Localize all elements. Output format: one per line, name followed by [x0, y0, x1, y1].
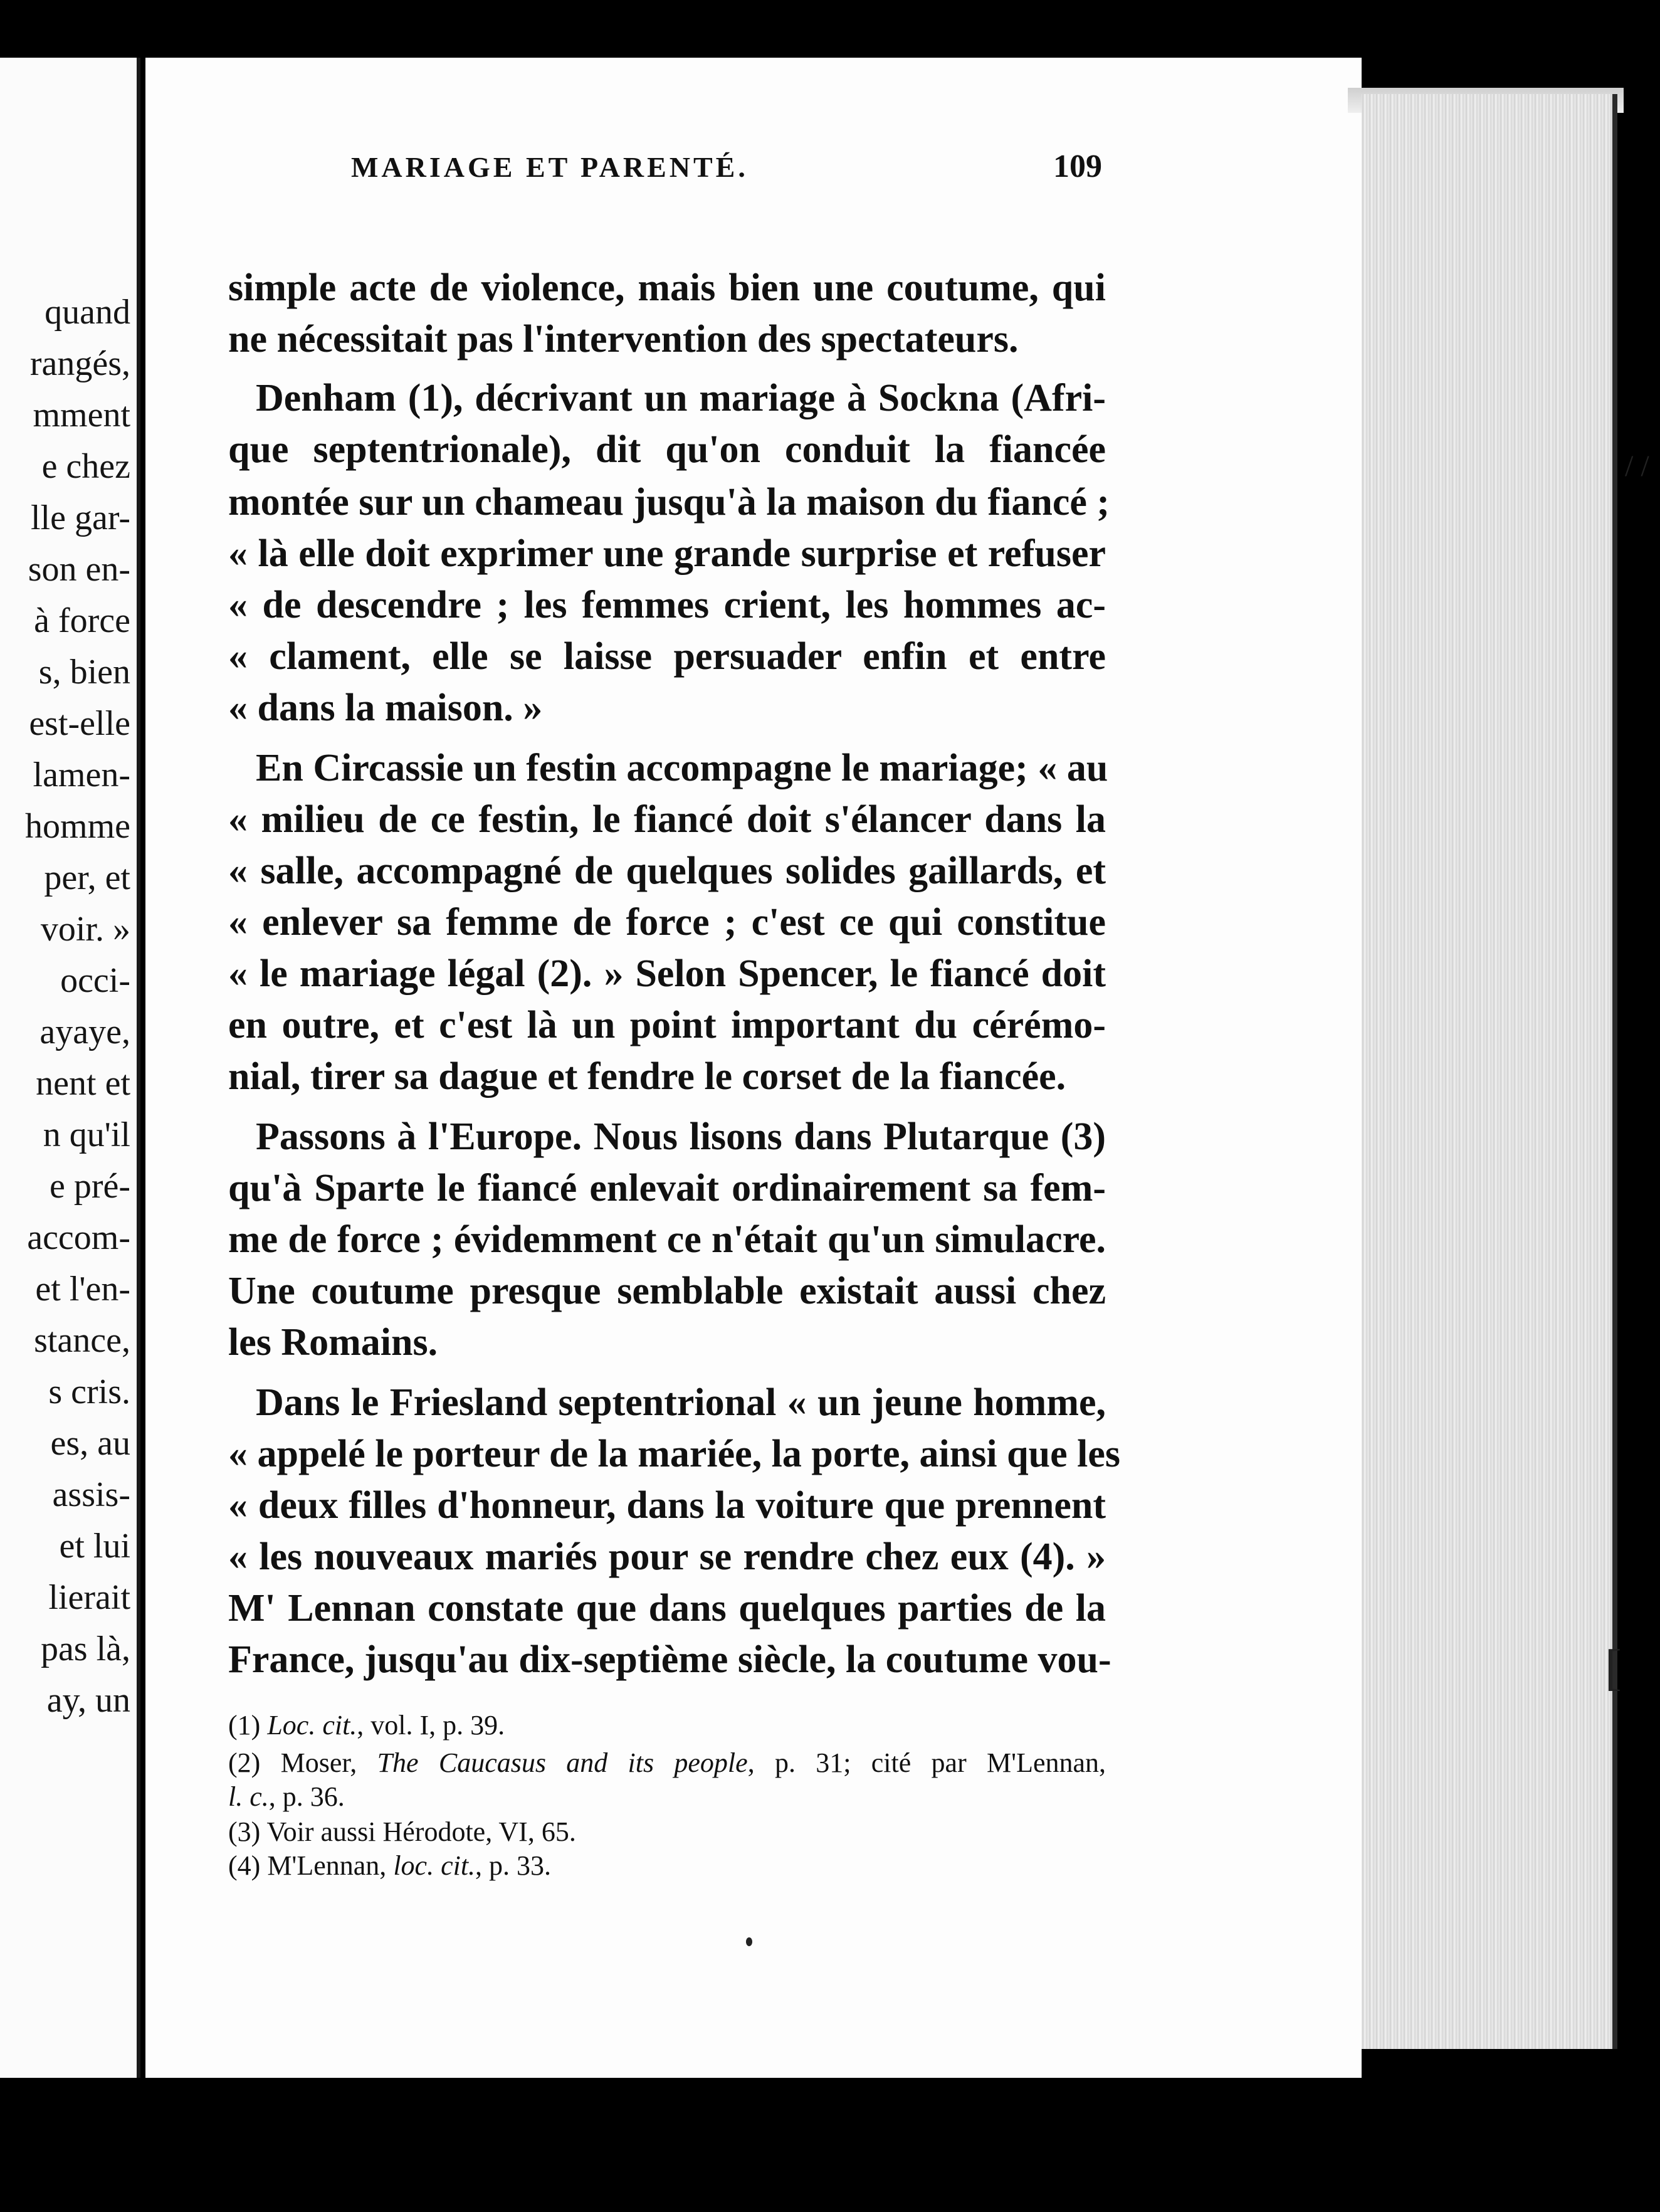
- text-line: Une coutume presque semblable existait aussi chez: [228, 1270, 1106, 1312]
- footnote-number: (2): [228, 1747, 261, 1778]
- previous-page-line: à force: [34, 601, 130, 640]
- text-line: montée sur un chameau jusqu'à la maison du fiancé ;: [228, 481, 1110, 524]
- text-line: « les nouveaux mariés pour se rendre chez eux (4). »: [228, 1535, 1106, 1578]
- previous-page-line: e pré-: [49, 1167, 130, 1206]
- previous-page-line: assis-: [52, 1475, 130, 1514]
- text-line: Dans le Friesland septentrional « un jeune homme,: [256, 1381, 1106, 1424]
- previous-page-line: ayaye,: [39, 1013, 130, 1051]
- previous-page-line: per, et: [44, 858, 130, 897]
- footnote-text: , p. 31; cité par M'Lennan,: [747, 1747, 1106, 1778]
- previous-page-line: ay, un: [46, 1681, 130, 1720]
- previous-page-line: pas là,: [40, 1630, 130, 1668]
- text-line: les Romains.: [228, 1321, 438, 1364]
- text-line: France, jusqu'au dix-septième siècle, la coutume vou-: [228, 1638, 1111, 1681]
- previous-page-line: et l'en-: [35, 1270, 130, 1309]
- footnote-2-continued: [228, 1783, 1106, 1811]
- ink-speck: [746, 1937, 752, 1946]
- text-line: M' Lennan constate que dans quelques parties de la: [228, 1587, 1106, 1630]
- previous-page-line: stance,: [34, 1321, 130, 1360]
- previous-page-line: voir. »: [40, 910, 130, 949]
- running-head: MARIAGE ET PARENTÉ.: [351, 151, 749, 183]
- text-line: me de force ; évidemment ce n'était qu'un simulacre.: [228, 1218, 1106, 1261]
- text-line: « salle, accompagné de quelques solides gaillards, et: [228, 850, 1106, 892]
- footnote-4: [228, 1852, 1106, 1880]
- page-number: 109: [1053, 149, 1102, 184]
- previous-page-line: mment: [33, 396, 130, 434]
- text-line: Denham (1), décrivant un mariage à Sockna (Afri-: [256, 377, 1106, 419]
- previous-page-line: lamen-: [33, 756, 130, 794]
- previous-page-line: occi-: [60, 961, 130, 1000]
- text-line: que septentrionale), dit qu'on conduit la fiancée: [228, 428, 1106, 471]
- previous-page-line: homme: [25, 807, 130, 846]
- previous-page-line: nent et: [36, 1064, 130, 1103]
- footnote-1: [228, 1712, 1106, 1739]
- footnote-italic: The Caucasus and its people: [377, 1747, 748, 1778]
- page-stack-edges: [1362, 94, 1617, 2049]
- text-line: nial, tirer sa dague et fendre le corset de la fiancée.: [228, 1055, 1066, 1098]
- footnote-italic: l. c.: [228, 1781, 269, 1812]
- text-line: « enlever sa femme de force ; c'est ce qui constitue: [228, 901, 1106, 944]
- previous-page-line: accom-: [27, 1218, 130, 1257]
- previous-page-line: est-elle: [29, 704, 130, 743]
- previous-page-line: es, au: [50, 1424, 130, 1463]
- text-line: « milieu de ce festin, le fiancé doit s'élancer dans la: [228, 798, 1106, 841]
- footnote-text: , p. 36.: [268, 1781, 345, 1812]
- text-line: « de descendre ; les femmes crient, les hommes ac-: [228, 584, 1106, 626]
- text-line: « deux filles d'honneur, dans la voiture que prennent: [228, 1484, 1106, 1527]
- previous-page-line: rangés,: [29, 344, 130, 383]
- previous-page-line: lle gar-: [30, 498, 130, 537]
- footnote-number: (4): [228, 1850, 261, 1881]
- previous-page-line: s, bien: [38, 653, 130, 692]
- page-clip-mark: [: [1605, 1640, 1622, 1695]
- footnote-text: Moser,: [280, 1747, 377, 1778]
- previous-page-line: lierait: [48, 1578, 130, 1617]
- text-line: simple acte de violence, mais bien une coutume, qui: [228, 266, 1106, 309]
- previous-page-line: n qu'il: [43, 1115, 130, 1154]
- text-line: en outre, et c'est là un point important du cérémo-: [228, 1004, 1106, 1046]
- margin-mark: / /: [1625, 450, 1649, 483]
- text-line: « dans la maison. »: [228, 687, 543, 729]
- text-line: Passons à l'Europe. Nous lisons dans Plutarque (3): [256, 1115, 1106, 1158]
- previous-page-edge: [0, 58, 140, 2078]
- text-line: ne nécessitait pas l'intervention des spectateurs.: [228, 318, 1019, 361]
- footnote-3: (3) Voir aussi Hérodote, VI, 65.: [228, 1816, 576, 1847]
- text-line: qu'à Sparte le fiancé enlevait ordinairement sa fem-: [228, 1167, 1106, 1209]
- footnote-italic: Loc. cit.: [267, 1710, 357, 1741]
- text-line: « clament, elle se laisse persuader enfin et entre: [228, 635, 1106, 678]
- text-line: « là elle doit exprimer une grande surprise et refuser: [228, 532, 1106, 575]
- footnote-2: [228, 1749, 1106, 1777]
- footnote-text: M'Lennan,: [260, 1850, 394, 1881]
- text-line: En Circassie un festin accompagne le mariage; « au: [256, 747, 1108, 789]
- text-line: « le mariage légal (2). » Selon Spencer, le fiancé doit: [228, 952, 1106, 995]
- footnote-text: , vol. I, p. 39.: [357, 1710, 505, 1741]
- text-line: « appelé le porteur de la mariée, la porte, ainsi que les: [228, 1433, 1120, 1475]
- previous-page-line: s cris.: [48, 1372, 130, 1411]
- footnote-italic: loc. cit.: [393, 1850, 476, 1881]
- previous-page-line: et lui: [59, 1527, 130, 1566]
- footnote-text: , p. 33.: [475, 1850, 552, 1881]
- previous-page-line: quand: [45, 293, 130, 332]
- footnote-number: (1): [228, 1710, 261, 1741]
- previous-page-line: son en-: [28, 550, 130, 589]
- previous-page-line: e chez: [41, 447, 130, 486]
